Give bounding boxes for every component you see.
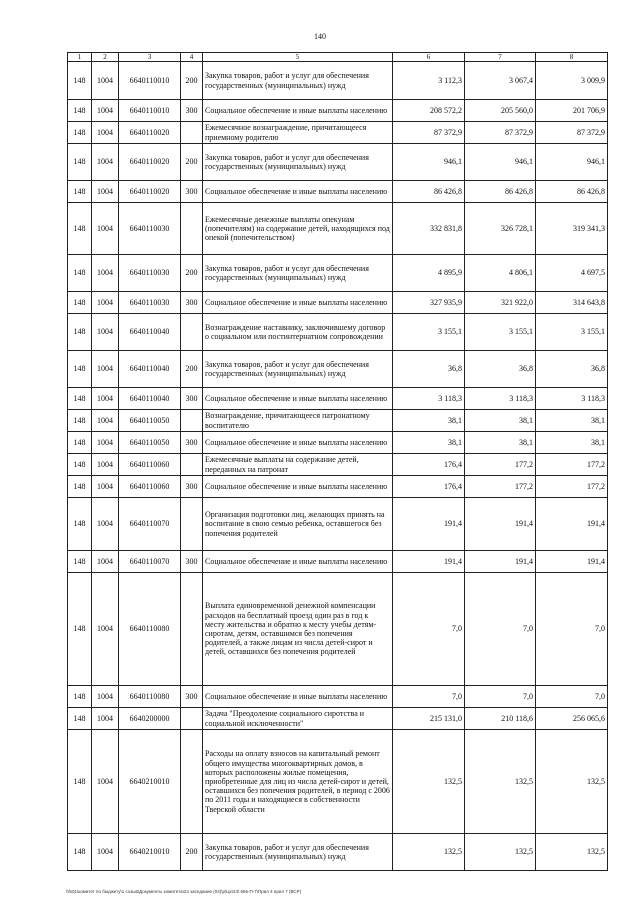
amount-cell-year3: 132,5 [536,730,608,834]
section-cell: 1004 [92,476,119,498]
table-row [68,388,608,410]
amount-cell-year3: 256 065,6 [536,708,608,730]
table-row [68,834,608,871]
table-row [68,573,608,686]
amount-cell-year1: 176,4 [393,454,465,476]
amount-cell-year3: 38,1 [536,432,608,454]
table-row [68,292,608,314]
expense-type-cell [181,498,203,551]
amount-cell-year3: 177,2 [536,454,608,476]
table-row [68,498,608,551]
amount-cell-year3: 3 155,1 [536,314,608,351]
expense-type-cell: 200 [181,351,203,388]
section-cell: 1004 [92,62,119,100]
column-number: 8 [536,53,608,62]
target-article-cell: 6640110050 [119,432,181,454]
section-cell: 1004 [92,314,119,351]
expense-type-cell: 200 [181,834,203,871]
code-cell: 148 [68,351,92,388]
code-cell: 148 [68,730,92,834]
amount-cell-year1: 3 112,3 [393,62,465,100]
section-cell: 1004 [92,498,119,551]
table-row [68,314,608,351]
amount-cell-year2: 3 118,3 [465,388,536,410]
code-cell: 148 [68,432,92,454]
target-article-cell: 6640110020 [119,144,181,181]
expense-type-cell [181,314,203,351]
code-cell: 148 [68,181,92,203]
column-number: 2 [92,53,119,62]
table-row [68,255,608,292]
column-number: 6 [393,53,465,62]
target-article-cell: 6640110040 [119,388,181,410]
row-name-cell: Организация подготовки лиц, желающих принять на воспитание в свою семью ребенка, оставшегося без попечения родителей [203,498,393,551]
amount-cell-year1: 176,4 [393,476,465,498]
target-article-cell: 6640110070 [119,551,181,573]
section-cell: 1004 [92,292,119,314]
code-cell: 148 [68,708,92,730]
amount-cell-year2: 3 155,1 [465,314,536,351]
code-cell: 148 [68,686,92,708]
target-article-cell: 6640110030 [119,255,181,292]
expense-type-cell: 300 [181,686,203,708]
amount-cell-year2: 7,0 [465,686,536,708]
target-article-cell: 6640110060 [119,476,181,498]
table-row [68,122,608,144]
amount-cell-year3: 4 697,5 [536,255,608,292]
amount-cell-year1: 208 572,2 [393,100,465,122]
amount-cell-year3: 3 118,3 [536,388,608,410]
row-name-cell: Ежемесячные выплаты на содержание детей, переданных на патронат [203,454,393,476]
section-cell: 1004 [92,181,119,203]
section-cell: 1004 [92,351,119,388]
amount-cell-year2: 36,8 [465,351,536,388]
code-cell: 148 [68,498,92,551]
section-cell: 1004 [92,686,119,708]
amount-cell-year3: 946,1 [536,144,608,181]
amount-cell-year2: 86 426,8 [465,181,536,203]
code-cell: 148 [68,573,92,686]
row-name-cell: Задача "Преодоление социального сиротства и социальной исключенности" [203,708,393,730]
budget-table [67,52,608,871]
table-row [68,62,608,100]
row-name-cell: Выплата единовременной денежной компенсации расходов на бесплатный проезд один раз в год к месту жительства и обратно к месту учебы детям-сиротам, детям, оставшимся без попечения родителей, а также лицам из числа детей-сирот и детей, оставшихся без попечения родителей [203,573,393,686]
row-name-cell: Социальное обеспечение и иные выплаты населению [203,100,393,122]
target-article-cell: 6640110080 [119,686,181,708]
table-row [68,551,608,573]
row-name-cell: Расходы на оплату взносов на капитальный ремонт общего имущества многоквартирных домов, в которых расположены жилые помещения, приобретенные для лиц из числа детей-сирот и детей, оставшихся без попечения родителей, в период с 2006 по 2011 годы и находящиеся в собственности Тверской области [203,730,393,834]
amount-cell-year1: 87 372,9 [393,122,465,144]
expense-type-cell: 300 [181,100,203,122]
row-name-cell: Социальное обеспечение и иные выплаты населению [203,432,393,454]
page-number: 140 [314,32,326,41]
amount-cell-year3: 7,0 [536,686,608,708]
amount-cell-year3: 3 009,9 [536,62,608,100]
column-number: 1 [68,53,92,62]
amount-cell-year3: 36,8 [536,351,608,388]
amount-cell-year2: 191,4 [465,498,536,551]
table-row [68,476,608,498]
expense-type-cell: 200 [181,144,203,181]
expense-type-cell: 300 [181,551,203,573]
amount-cell-year1: 191,4 [393,551,465,573]
expense-type-cell [181,573,203,686]
code-cell: 148 [68,100,92,122]
table-row [68,454,608,476]
amount-cell-year2: 321 922,0 [465,292,536,314]
expense-type-cell: 200 [181,62,203,100]
amount-cell-year3: 132,5 [536,834,608,871]
section-cell: 1004 [92,144,119,181]
amount-cell-year1: 3 155,1 [393,314,465,351]
expense-type-cell: 300 [181,388,203,410]
amount-cell-year3: 38,1 [536,410,608,432]
target-article-cell: 6640210010 [119,730,181,834]
row-name-cell: Социальное обеспечение и иные выплаты населению [203,292,393,314]
amount-cell-year2: 210 118,6 [465,708,536,730]
amount-cell-year3: 191,4 [536,498,608,551]
table-row [68,100,608,122]
row-name-cell: Ежемесячные денежные выплаты опекунам (попечителям) на содержание детей, находящихся под опекой (попечительством) [203,203,393,255]
amount-cell-year2: 177,2 [465,476,536,498]
code-cell: 148 [68,255,92,292]
amount-cell-year1: 132,5 [393,834,465,871]
amount-cell-year1: 4 895,9 [393,255,465,292]
amount-cell-year1: 332 831,8 [393,203,465,255]
amount-cell-year3: 314 643,8 [536,292,608,314]
section-cell: 1004 [92,388,119,410]
expense-type-cell: 300 [181,476,203,498]
amount-cell-year2: 38,1 [465,432,536,454]
code-cell: 148 [68,62,92,100]
amount-cell-year2: 205 560,0 [465,100,536,122]
target-article-cell: 6640110030 [119,203,181,255]
amount-cell-year3: 191,4 [536,551,608,573]
expense-type-cell [181,454,203,476]
table-row [68,144,608,181]
code-cell: 148 [68,144,92,181]
amount-cell-year2: 4 806,1 [465,255,536,292]
amount-cell-year3: 7,0 [536,573,608,686]
code-cell: 148 [68,551,92,573]
expense-type-cell: 200 [181,255,203,292]
column-number-row [68,53,608,62]
amount-cell-year2: 87 372,9 [465,122,536,144]
amount-cell-year2: 3 067,4 [465,62,536,100]
target-article-cell: 6640210010 [119,834,181,871]
expense-type-cell [181,708,203,730]
section-cell: 1004 [92,203,119,255]
amount-cell-year1: 327 935,9 [393,292,465,314]
amount-cell-year1: 38,1 [393,432,465,454]
amount-cell-year3: 319 341,3 [536,203,608,255]
section-cell: 1004 [92,410,119,432]
code-cell: 148 [68,410,92,432]
section-cell: 1004 [92,255,119,292]
amount-cell-year3: 177,2 [536,476,608,498]
code-cell: 148 [68,292,92,314]
code-cell: 148 [68,476,92,498]
target-article-cell: 6640110080 [119,573,181,686]
amount-cell-year1: 7,0 [393,573,465,686]
code-cell: 148 [68,454,92,476]
target-article-cell: 6640110010 [119,100,181,122]
table-row [68,351,608,388]
table-row [68,432,608,454]
column-number: 5 [203,53,393,62]
amount-cell-year1: 38,1 [393,410,465,432]
amount-cell-year3: 87 372,9 [536,122,608,144]
row-name-cell: Вознаграждение наставнику, заключившему договор о социальном или постинтернатном сопровождении [203,314,393,351]
expense-type-cell [181,122,203,144]
table-row [68,181,608,203]
section-cell: 1004 [92,573,119,686]
file-path-footer: \\fs01\комитет по бюджету\1 созыв\Документы комитета\24 заседание (04)\р\Цх\24\ 666-П-7\Прил 4 прил 7 (ВСР) [66,889,302,894]
amount-cell-year2: 946,1 [465,144,536,181]
amount-cell-year2: 7,0 [465,573,536,686]
table-row [68,203,608,255]
section-cell: 1004 [92,708,119,730]
table-row [68,410,608,432]
code-cell: 148 [68,203,92,255]
code-cell: 148 [68,314,92,351]
amount-cell-year1: 215 131,0 [393,708,465,730]
code-cell: 148 [68,122,92,144]
amount-cell-year2: 326 728,1 [465,203,536,255]
row-name-cell: Социальное обеспечение и иные выплаты населению [203,181,393,203]
target-article-cell: 6640110010 [119,62,181,100]
table-row [68,708,608,730]
section-cell: 1004 [92,432,119,454]
expense-type-cell: 300 [181,432,203,454]
column-number: 7 [465,53,536,62]
expense-type-cell [181,203,203,255]
row-name-cell: Закупка товаров, работ и услуг для обеспечения государственных (муниципальных) нужд [203,351,393,388]
section-cell: 1004 [92,730,119,834]
target-article-cell: 6640110040 [119,314,181,351]
expense-type-cell [181,730,203,834]
row-name-cell: Социальное обеспечение и иные выплаты населению [203,551,393,573]
amount-cell-year2: 38,1 [465,410,536,432]
amount-cell-year2: 177,2 [465,454,536,476]
row-name-cell: Социальное обеспечение и иные выплаты населению [203,476,393,498]
row-name-cell: Закупка товаров, работ и услуг для обеспечения государственных (муниципальных) нужд [203,834,393,871]
row-name-cell: Социальное обеспечение и иные выплаты населению [203,388,393,410]
amount-cell-year1: 132,5 [393,730,465,834]
row-name-cell: Закупка товаров, работ и услуг для обеспечения государственных (муниципальных) нужд [203,255,393,292]
target-article-cell: 6640110030 [119,292,181,314]
target-article-cell: 6640110060 [119,454,181,476]
table-row [68,686,608,708]
amount-cell-year2: 132,5 [465,834,536,871]
amount-cell-year2: 132,5 [465,730,536,834]
amount-cell-year1: 36,8 [393,351,465,388]
section-cell: 1004 [92,122,119,144]
section-cell: 1004 [92,551,119,573]
amount-cell-year1: 86 426,8 [393,181,465,203]
amount-cell-year3: 201 706,9 [536,100,608,122]
amount-cell-year2: 191,4 [465,551,536,573]
expense-type-cell: 300 [181,181,203,203]
column-number: 4 [181,53,203,62]
target-article-cell: 6640200000 [119,708,181,730]
code-cell: 148 [68,834,92,871]
row-name-cell: Социальное обеспечение и иные выплаты населению [203,686,393,708]
row-name-cell: Вознаграждение, причитающееся патронатному воспитателю [203,410,393,432]
code-cell: 148 [68,388,92,410]
section-cell: 1004 [92,100,119,122]
section-cell: 1004 [92,454,119,476]
column-number: 3 [119,53,181,62]
amount-cell-year1: 191,4 [393,498,465,551]
target-article-cell: 6640110020 [119,122,181,144]
amount-cell-year1: 7,0 [393,686,465,708]
section-cell: 1004 [92,834,119,871]
expense-type-cell: 300 [181,292,203,314]
target-article-cell: 6640110070 [119,498,181,551]
table-row [68,730,608,834]
amount-cell-year1: 3 118,3 [393,388,465,410]
row-name-cell: Закупка товаров, работ и услуг для обеспечения государственных (муниципальных) нужд [203,144,393,181]
amount-cell-year3: 86 426,8 [536,181,608,203]
expense-type-cell [181,410,203,432]
row-name-cell: Ежемесячное вознаграждение, причитающееся приемному родителю [203,122,393,144]
target-article-cell: 6640110040 [119,351,181,388]
target-article-cell: 6640110050 [119,410,181,432]
amount-cell-year1: 946,1 [393,144,465,181]
target-article-cell: 6640110020 [119,181,181,203]
row-name-cell: Закупка товаров, работ и услуг для обеспечения государственных (муниципальных) нужд [203,62,393,100]
